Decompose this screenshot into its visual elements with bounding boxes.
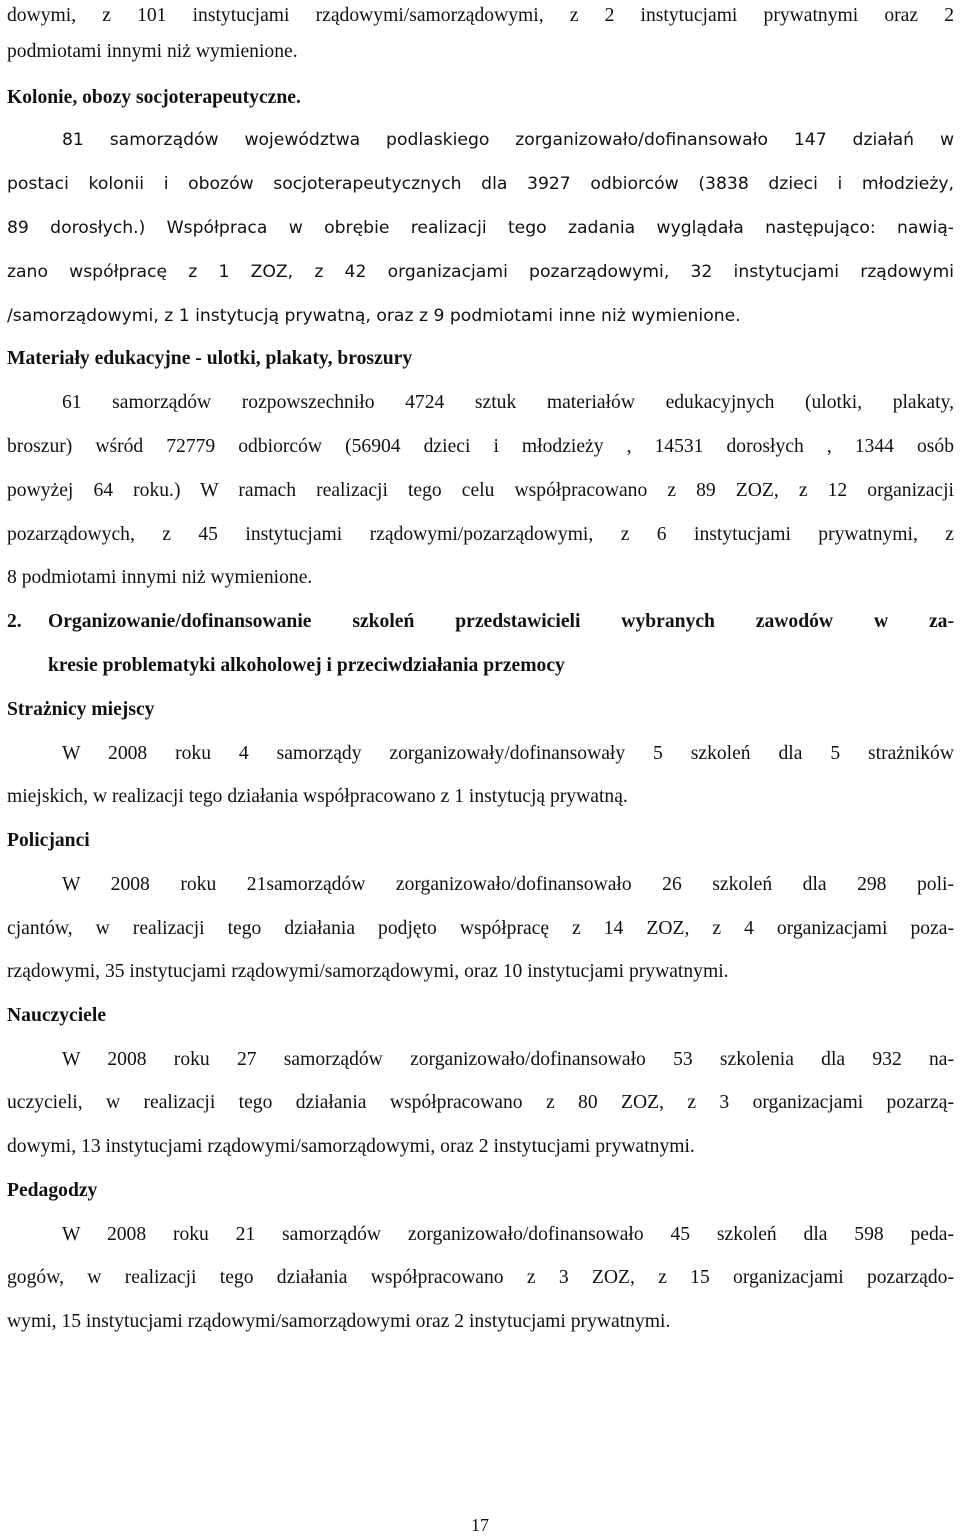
paragraph-line: cjantów, w realizacji tego działania podjęto współpracę z 14 ZOZ, z 4 organizacjami poza- xyxy=(7,918,954,939)
paragraph-line: /samorządowymi, z 1 instytucją prywatną, oraz z 9 podmiotami inne niż wymienione. xyxy=(7,306,741,326)
section-number: 2. xyxy=(7,611,22,632)
paragraph-line: rządowymi, 35 instytucjami rządowymi/samorządowymi, oraz 10 instytucjami prywatnymi. xyxy=(7,961,729,982)
section-heading-materialy: Materiały edukacyjne - ulotki, plakaty, broszury xyxy=(7,348,413,369)
paragraph-line: W 2008 roku 27 samorządów zorganizowało/dofinansowało 53 szkolenia dla 932 na- xyxy=(62,1049,954,1070)
paragraph-line: zano współpracę z 1 ZOZ, z 42 organizacjami pozarządowymi, 32 instytucjami rządowymi xyxy=(7,262,954,282)
paragraph-line: 89 dorosłych.) Współpraca w obrębie realizacji tego zadania wyglądała następująco: nawią- xyxy=(7,218,954,238)
paragraph-line: gogów, w realizacji tego działania współpracowano z 3 ZOZ, z 15 organizacjami pozarządo- xyxy=(7,1267,954,1288)
paragraph-line: miejskich, w realizacji tego działania współpracowano z 1 instytucją prywatną. xyxy=(7,786,628,807)
paragraph-line: dowymi, 13 instytucjami rządowymi/samorządowymi, oraz 2 instytucjami prywatnymi. xyxy=(7,1136,695,1157)
subheading-pedagodzy: Pedagodzy xyxy=(7,1180,98,1201)
paragraph-line: wymi, 15 instytucjami rządowymi/samorządowymi oraz 2 instytucjami prywatnymi. xyxy=(7,1311,671,1332)
paragraph-line: 8 podmiotami innymi niż wymienione. xyxy=(7,567,313,588)
paragraph-line: 61 samorządów rozpowszechniło 4724 sztuk materiałów edukacyjnych (ulotki, plakaty, xyxy=(62,392,954,413)
numbered-heading-continuation: kresie problematyki alkoholowej i przeciwdziałania przemocy xyxy=(48,655,565,676)
subheading-nauczyciele: Nauczyciele xyxy=(7,1005,107,1026)
paragraph-line: W 2008 roku 21samorządów zorganizowało/dofinansowało 26 szkoleń dla 298 poli- xyxy=(62,874,954,895)
section-heading-kolonie: Kolonie, obozy socjoterapeutyczne. xyxy=(7,87,301,108)
paragraph-line: powyżej 64 roku.) W ramach realizacji tego celu współpracowano z 89 ZOZ, z 12 organizacji xyxy=(7,480,954,501)
paragraph-line: pozarządowych, z 45 instytucjami rządowymi/pozarządowymi, z 6 instytucjami prywatnymi, z xyxy=(7,524,954,545)
numbered-heading xyxy=(7,607,954,637)
page-number: 17 xyxy=(471,1515,489,1535)
paragraph-line: postaci kolonii i obozów socjoterapeutycznych dla 3927 odbiorców (3838 dzieci i młodzieży, xyxy=(7,174,954,194)
paragraph-line: dowymi, z 101 instytucjami rządowymi/samorządowymi, z 2 instytucjami prywatnymi oraz 2 xyxy=(7,5,954,26)
subheading-straznicy: Strażnicy miejscy xyxy=(7,699,155,720)
paragraph-line: W 2008 roku 21 samorządów zorganizowało/dofinansowało 45 szkoleń dla 598 peda- xyxy=(62,1224,954,1245)
numbered-heading-text: Organizowanie/dofinansowanie szkoleń przedstawicieli wybranych zawodów w za- xyxy=(48,611,954,632)
paragraph-line: podmiotami innymi niż wymienione. xyxy=(7,41,298,62)
subheading-policjanci: Policjanci xyxy=(7,830,90,851)
paragraph-line: W 2008 roku 4 samorządy zorganizowały/dofinansowały 5 szkoleń dla 5 strażników xyxy=(62,743,954,764)
paragraph-line: uczycieli, w realizacji tego działania współpracowano z 80 ZOZ, z 3 organizacjami pozarzą- xyxy=(7,1092,954,1113)
paragraph-line: 81 samorządów województwa podlaskiego zorganizowało/dofinansowało 147 działań w xyxy=(62,130,954,150)
paragraph-line: broszur) wśród 72779 odbiorców (56904 dzieci i młodzieży , 14531 dorosłych , 1344 osób xyxy=(7,436,954,457)
